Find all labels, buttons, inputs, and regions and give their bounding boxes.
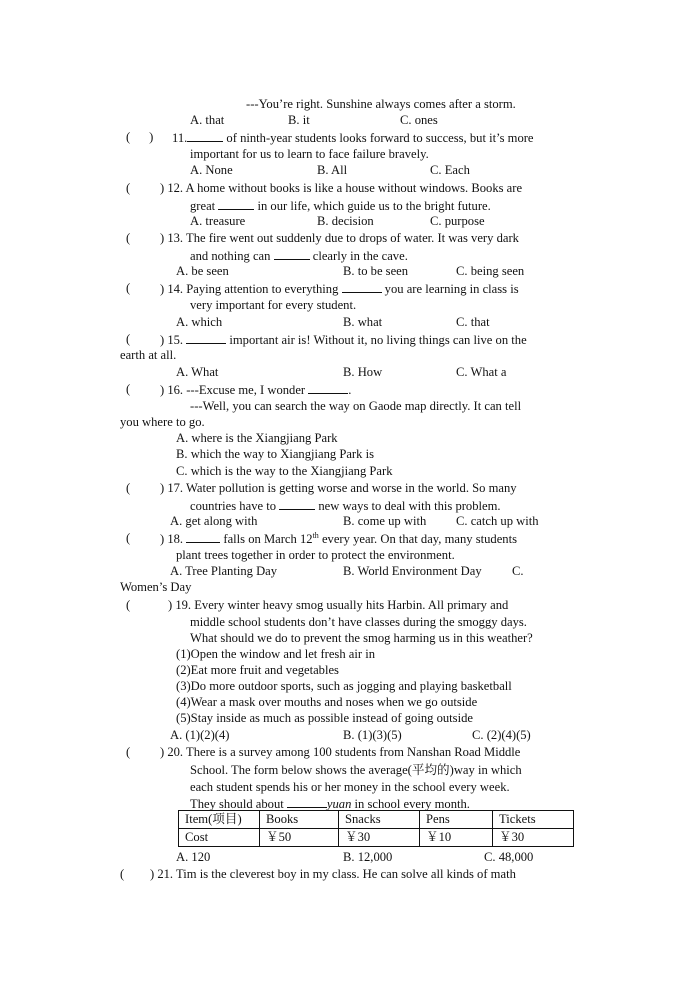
- q21-paren: (: [120, 867, 125, 881]
- q12-option-b: B. decision: [317, 214, 374, 228]
- table-header-cell: Books: [260, 811, 339, 829]
- table-header-cell: Pens: [420, 811, 493, 829]
- q21-stem: ) 21. Tim is the cleverest boy in my class. He can solve all kinds of math: [150, 867, 516, 881]
- q19-item-1: (1)Open the window and let fresh air in: [176, 647, 375, 661]
- answer-blank[interactable]: [218, 198, 254, 210]
- q10-reply: ---You’re right. Sunshine always comes after a storm.: [246, 97, 516, 111]
- q19-stem: ) 19. Every winter heavy smog usually hits Harbin. All primary and: [168, 598, 509, 612]
- table-cell: ￥10: [420, 829, 493, 847]
- q19-item-5: (5)Stay inside as much as possible instead of going outside: [176, 711, 473, 725]
- q16-stem-3: you where to go.: [120, 415, 205, 429]
- q16-stem-2: ---Well, you can search the way on Gaode map directly. It can tell: [190, 399, 522, 413]
- q11-option-c: C. Each: [430, 163, 470, 177]
- answer-blank[interactable]: [279, 498, 315, 510]
- q20-option-b: B. 12,000: [343, 850, 393, 864]
- q19-option-b: B. (1)(3)(5): [343, 728, 402, 742]
- q12-option-a: A. treasure: [190, 214, 246, 228]
- q20-stem: ) 20. There is a survey among 100 students from Nanshan Road Middle: [160, 745, 521, 759]
- q15-option-c: C. What a: [456, 365, 507, 379]
- q13-stem-2: and nothing can clearly in the cave.: [190, 249, 408, 263]
- table-header-cell: Tickets: [493, 811, 574, 829]
- answer-blank[interactable]: [187, 130, 223, 142]
- q16-option-c: C. which is the way to the Xiangjiang Park: [176, 464, 393, 478]
- answer-blank[interactable]: [186, 531, 220, 543]
- q17-stem-2: countries have to new ways to deal with this problem.: [190, 499, 501, 513]
- q17-option-c: C. catch up with: [456, 514, 539, 528]
- q13-option-b: B. to be seen: [343, 264, 409, 278]
- q14-option-c: C. that: [456, 315, 490, 329]
- q18-stem-2: plant trees together in order to protect the environment.: [176, 548, 455, 562]
- q19-paren: (: [126, 598, 131, 612]
- q17-option-a: A. get along with: [170, 514, 258, 528]
- q19-stem-2: middle school students don’t have classes during the smoggy days.: [190, 615, 527, 629]
- table-cell: Cost: [179, 829, 260, 847]
- q19-option-c: C. (2)(4)(5): [472, 728, 531, 742]
- q16-stem: ) 16. ---Excuse me, I wonder .: [160, 383, 352, 397]
- table-cell: ￥50: [260, 829, 339, 847]
- spending-table: [178, 810, 574, 847]
- q10-option-b: B. it: [288, 113, 310, 127]
- answer-blank[interactable]: [287, 796, 327, 808]
- q13-option-c: C. being seen: [456, 264, 525, 278]
- q11-stem: 11. of ninth-year students looks forward to success, but it’s more: [172, 131, 534, 145]
- answer-blank[interactable]: [342, 281, 382, 293]
- q18-option-c: C.: [512, 564, 524, 578]
- q20-stem-3: each student spends his or her money in the school every week.: [190, 780, 510, 794]
- q14-stem-2: very important for every student.: [190, 298, 357, 312]
- table-cell: ￥30: [493, 829, 574, 847]
- table-cell: ￥30: [339, 829, 420, 847]
- q20-option-a: A. 120: [176, 850, 211, 864]
- table-header-cell: Snacks: [339, 811, 420, 829]
- q13-option-a: A. be seen: [176, 264, 229, 278]
- q17-stem: ) 17. Water pollution is getting worse and worse in the world. So many: [160, 481, 517, 495]
- table-header-row: [179, 811, 574, 829]
- q20-stem-2: School. The form below shows the average(平均的)way in which: [190, 763, 522, 777]
- q19-option-a: A. (1)(2)(4): [170, 728, 230, 742]
- q11-paren: ( ): [126, 130, 154, 144]
- table-header-cell: Item(项目): [179, 811, 260, 829]
- answer-blank[interactable]: [274, 248, 310, 260]
- q13-paren: (: [126, 231, 131, 245]
- q20-option-c: C. 48,000: [484, 850, 534, 864]
- q10-option-c: C. ones: [400, 113, 438, 127]
- q20-stem-4: They should about yuan in school every month.: [190, 797, 470, 811]
- q16-option-b: B. which the way to Xiangjiang Park is: [176, 447, 374, 461]
- q19-item-4: (4)Wear a mask over mouths and noses when we go outside: [176, 695, 478, 709]
- q15-option-a: A. What: [176, 365, 219, 379]
- q11-option-a: A. None: [190, 163, 233, 177]
- q19-item-3: (3)Do more outdoor sports, such as jogging and playing basketball: [176, 679, 512, 693]
- q15-paren: (: [126, 332, 131, 346]
- q15-stem: ) 15. important air is! Without it, no living things can live on the: [160, 333, 527, 347]
- q20-paren: (: [126, 745, 131, 759]
- q12-paren: (: [126, 181, 131, 195]
- q10-option-a: A. that: [190, 113, 225, 127]
- q15-option-b: B. How: [343, 365, 383, 379]
- q14-option-a: A. which: [176, 315, 223, 329]
- q18-option-c-cont: Women’s Day: [120, 580, 192, 594]
- q12-stem: ) 12. A home without books is like a house without windows. Books are: [160, 181, 523, 195]
- q12-stem-2: great in our life, which guide us to the bright future.: [190, 199, 491, 213]
- answer-blank[interactable]: [308, 382, 348, 394]
- table-row: [179, 829, 574, 847]
- q15-stem-2: earth at all.: [120, 348, 177, 362]
- q18-stem: ) 18. falls on March 12th every year. On that day, many students: [160, 530, 517, 546]
- q19-stem-3: What should we do to prevent the smog harming us in this weather?: [190, 631, 533, 645]
- q11-stem-2: important for us to learn to face failure bravely.: [190, 147, 429, 161]
- q18-option-b: B. World Environment Day: [343, 564, 482, 578]
- q18-option-a: A. Tree Planting Day: [170, 564, 278, 578]
- q14-option-b: B. what: [343, 315, 383, 329]
- answer-blank[interactable]: [186, 332, 226, 344]
- q16-option-a: A. where is the Xiangjiang Park: [176, 431, 338, 445]
- q18-paren: (: [126, 531, 131, 545]
- q19-item-2: (2)Eat more fruit and vegetables: [176, 663, 339, 677]
- q17-option-b: B. come up with: [343, 514, 427, 528]
- q14-stem: ) 14. Paying attention to everything you are learning in class is: [160, 282, 519, 296]
- q12-option-c: C. purpose: [430, 214, 485, 228]
- q16-paren: (: [126, 382, 131, 396]
- q11-option-b: B. All: [317, 163, 348, 177]
- q17-paren: (: [126, 481, 131, 495]
- q13-stem: ) 13. The fire went out suddenly due to drops of water. It was very dark: [160, 231, 519, 245]
- q14-paren: (: [126, 281, 131, 295]
